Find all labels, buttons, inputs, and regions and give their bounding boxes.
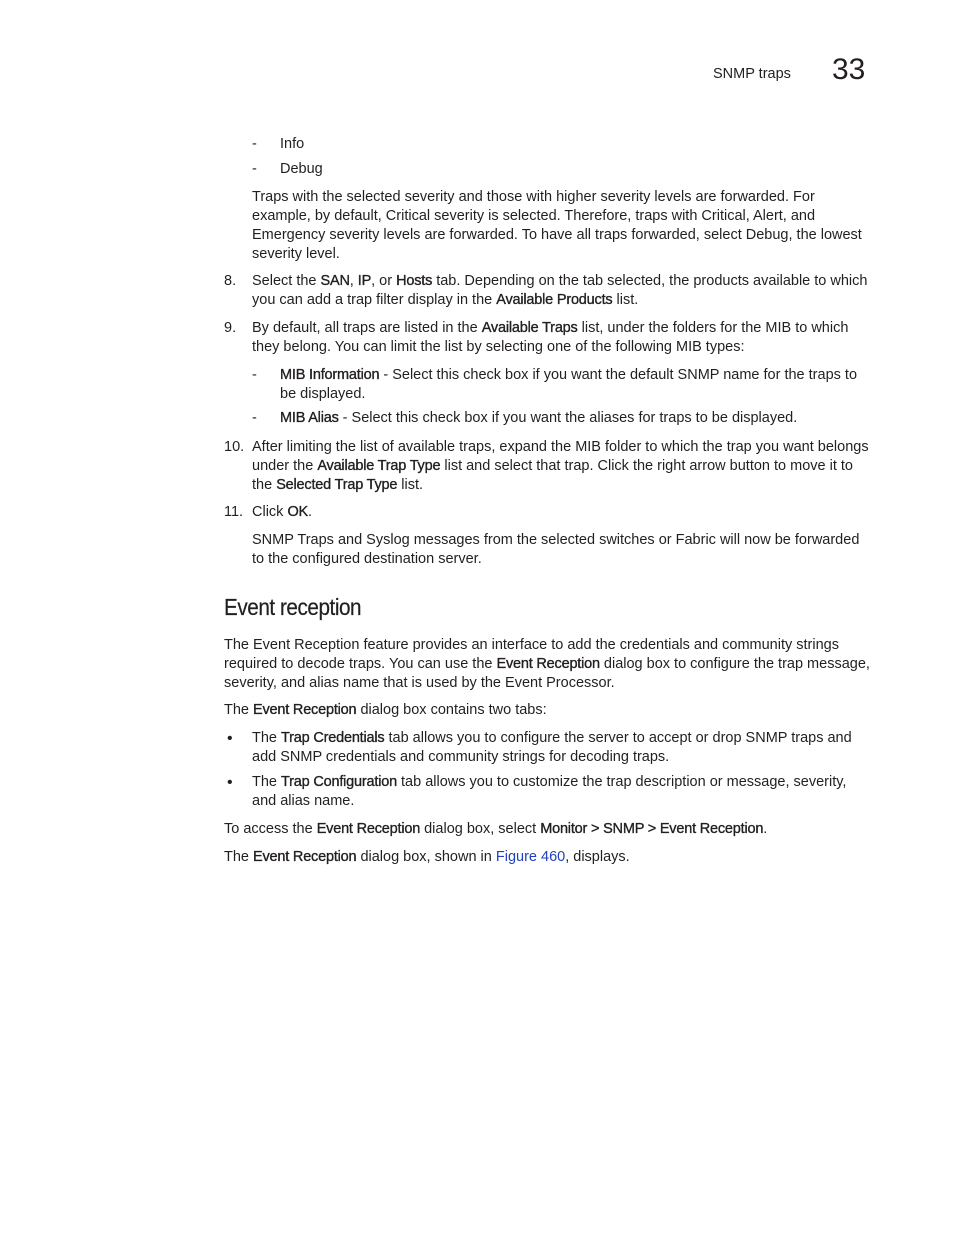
bullet-trap-credentials: The Trap Credentials tab allows you to configure the server to accept or drop SNMP traps and add SNMP credentials and community strings for decoding traps. — [252, 730, 852, 765]
access-instructions: To access the Event Reception dialog box, select Monitor > SNMP > Event Reception. — [224, 821, 768, 837]
step-number: 8. — [224, 273, 237, 289]
severity-item-info: Info — [280, 136, 305, 152]
list-dash: - — [252, 136, 257, 152]
step-10: After limiting the list of available traps, expand the MIB folder to which the trap you want belongs under the Available Trap Type list and select that trap. Click the right arrow button to move it to the Selected Trap Type list. — [252, 439, 869, 493]
figure-460-link[interactable]: Figure 460 — [495, 849, 566, 865]
list-dash: - — [252, 161, 257, 177]
section-intro: The Event Reception feature provides an interface to add the credentials and community strings required to decode traps. You can use the Event Reception dialog box to configure the trap message, severity, and alias name that is used by the Event Processor. — [224, 637, 870, 691]
severity-item-debug: Debug — [280, 161, 323, 177]
figure-reference: The Event Reception dialog box, shown in Figure 460, displays. — [224, 849, 630, 865]
tabs-intro: The Event Reception dialog box contains two tabs: — [224, 702, 547, 718]
bullet-trap-configuration: The Trap Configuration tab allows you to customize the trap description or message, severity, and alias name. — [252, 774, 847, 809]
step-number: 11. — [224, 504, 244, 520]
step-9: By default, all traps are listed in the Available Traps list, under the folders for the MIB to which they belong. You can limit the list by selecting one of the following MIB types: — [252, 320, 849, 355]
mib-option-alias: MIB Alias - Select this check box if you want the aliases for traps to be displayed. — [280, 410, 798, 426]
mib-option-information: MIB Information - Select this check box if you want the default SNMP name for the traps to be displayed. — [280, 367, 858, 402]
bullet-icon: • — [227, 774, 233, 791]
list-dash: - — [252, 410, 257, 426]
header-chapter-number: 33 — [832, 53, 866, 86]
step-11: Click OK. — [252, 504, 313, 520]
section-heading: Event reception — [224, 594, 362, 620]
step-11-note: SNMP Traps and Syslog messages from the selected switches or Fabric will now be forwarded to the configured destination server. — [252, 532, 860, 567]
list-dash: - — [252, 367, 257, 383]
header-section-title: SNMP traps — [713, 66, 791, 82]
severity-note: Traps with the selected severity and those with higher severity levels are forwarded. For example, by default, Critical severity is selected. Therefore, traps with Critical, Alert, and Emergency severity levels are forwarded. To have all traps forwarded, select Debug, the lowest severity level. — [252, 189, 862, 262]
step-8: Select the SAN, IP, or Hosts tab. Depending on the tab selected, the products available to which you can add a trap filter display in the Available Products list. — [252, 273, 868, 308]
bullet-icon: • — [227, 730, 233, 747]
step-number: 9. — [224, 320, 237, 336]
step-number: 10. — [224, 439, 245, 455]
